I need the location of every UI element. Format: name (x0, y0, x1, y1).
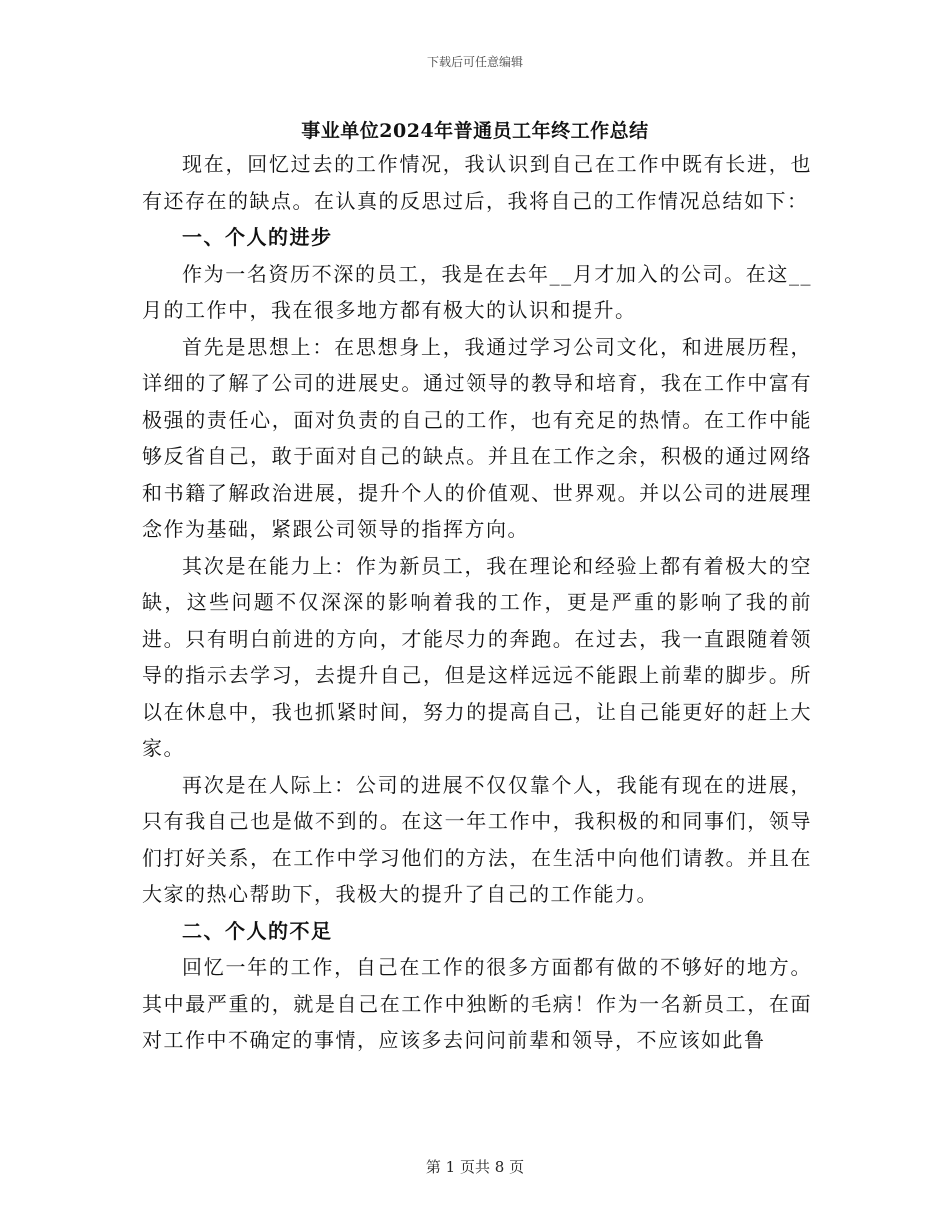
section-heading-shortcomings: 二、个人的不足 (182, 918, 333, 943)
document-title: 事业单位2024年普通员工年终工作总结 (301, 120, 649, 142)
intro-paragraph: 现在，回忆过去的工作情况，我认识到自己在工作中既有长进，也有还存在的缺点。在认真的反思过后，我将自己的工作情况总结如下： (142, 152, 812, 213)
paragraph: 其次是在能力上：作为新员工，我在理论和经验上都有着极大的空缺，这些问题不仅深深的影响着我的工作，更是严重的影响了我的前进。只有明白前进的方向，才能尽力的奔跑。在过去，我一直跟随着领导的指示去学习，去提升自己，但是这样远远不能跟上前辈的脚步。所以在休息中，我也抓紧时间，努力的提高自己，让自己能更好的赶上大家。 (142, 553, 812, 760)
paragraph: 首先是思想上：在思想身上，我通过学习公司文化，和进展历程，详细的了解了公司的进展史。通过领导的教导和培育，我在工作中富有极强的责任心，面对负责的自己的工作，也有充足的热情。在工作中能够反省自己，敢于面对自己的缺点。并且在工作之余，积极的通过网络和书籍了解政治进展，提升个人的价值观、世界观。并以公司的进展理念作为基础，紧跟公司领导的指挥方向。 (142, 334, 812, 541)
section-heading-progress: 一、个人的进步 (182, 225, 333, 249)
paragraph: 作为一名资历不深的员工，我是在去年__月才加入的公司。在这__月的工作中，我在很多地方都有极大的认识和提升。 (142, 261, 812, 322)
page-number: 第 1 页共 8 页 (425, 1158, 525, 1176)
page-header-note: 下载后可任意编辑 (426, 55, 523, 69)
paragraph: 再次是在人际上：公司的进展不仅仅靠个人，我能有现在的进展，只有我自己也是做不到的。在这一年工作中，我积极的和同事们，领导们打好关系，在工作中学习他们的方法，在生活中向他们请教。并且在大家的热心帮助下，我极大的提升了自己的工作能力。 (142, 772, 812, 906)
document-body (142, 146, 812, 1059)
paragraph: 回忆一年的工作，自己在工作的很多方面都有做的不够好的地方。其中最严重的，就是自己在工作中独断的毛病！作为一名新员工，在面对工作中不确定的事情，应该多去问问前辈和领导，不应该如此鲁 (142, 955, 812, 1052)
